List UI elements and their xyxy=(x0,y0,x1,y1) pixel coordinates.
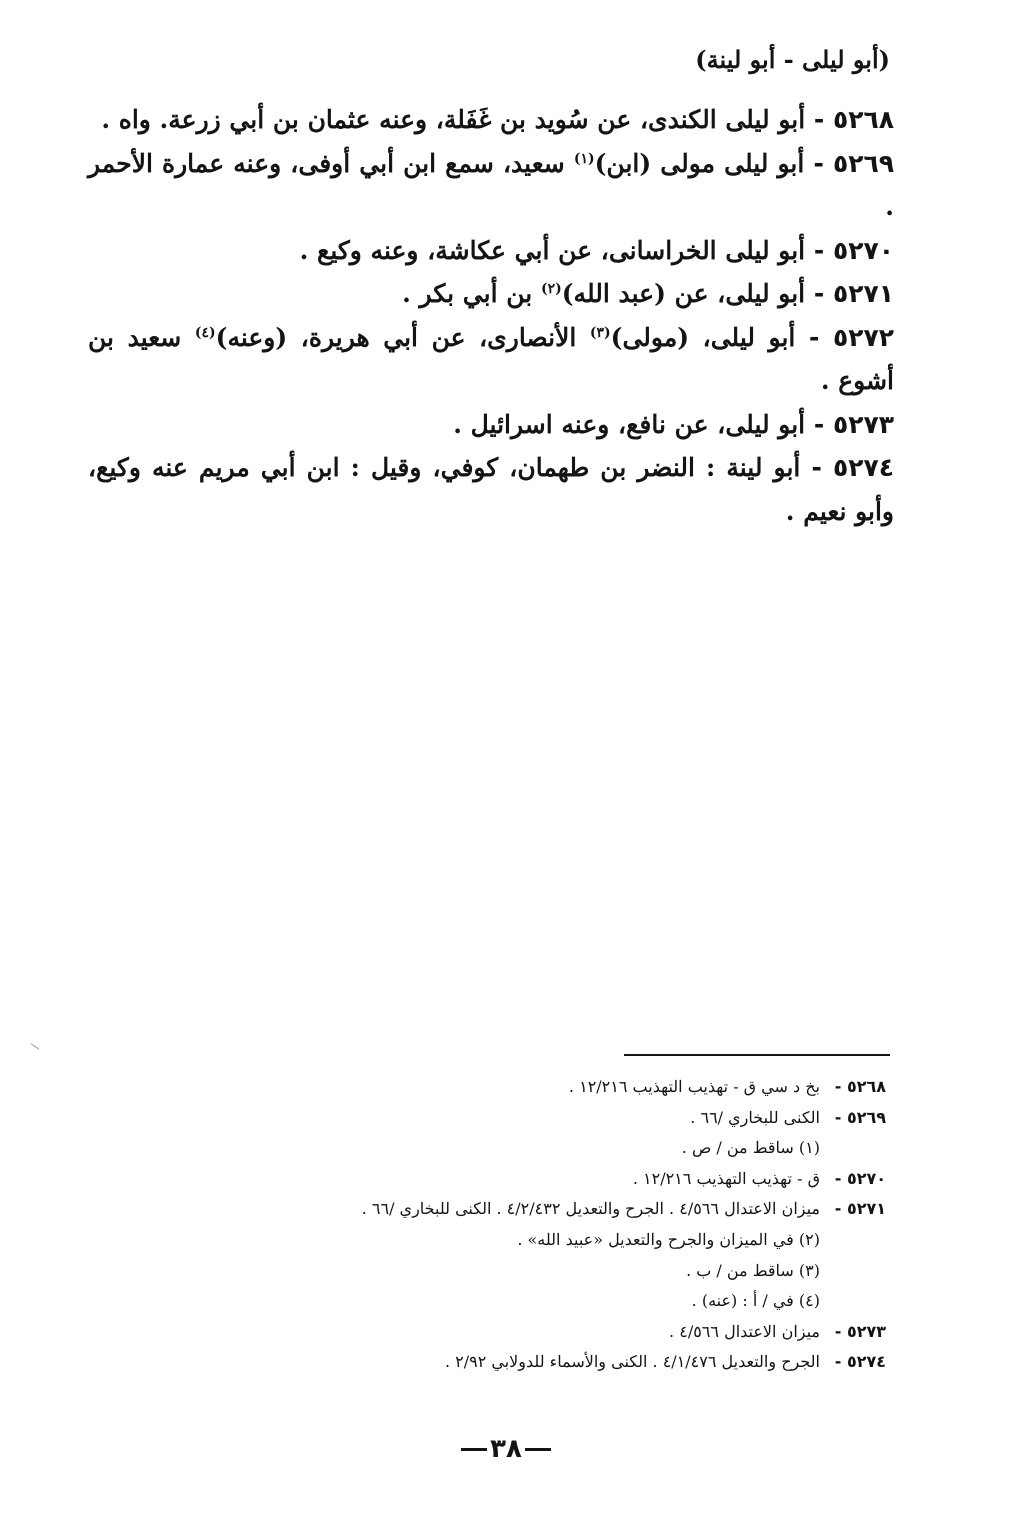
footnote-row xyxy=(186,1347,886,1378)
entry xyxy=(88,272,894,316)
entry-number: ٥٢٧٠ - xyxy=(813,235,894,265)
page-number xyxy=(0,1432,1012,1466)
footnote-marker: (٤) xyxy=(194,324,216,341)
footnote-divider xyxy=(624,1054,890,1056)
folio-dash-right xyxy=(525,1448,551,1451)
entry-text: أبو لينة : النضر بن طهمان، كوفي، وقيل : ابن أبي مريم عنه وكيع، وأبو نعيم . xyxy=(88,453,894,526)
entry-number: ٥٢٧٤ - xyxy=(811,453,894,482)
footnote-row xyxy=(186,1256,886,1287)
entry-text: أبو ليلى مولى (ابن) xyxy=(594,148,805,178)
footnote-text: الكنى للبخاري /٦٦ . xyxy=(690,1107,820,1127)
footnote-row xyxy=(186,1164,886,1195)
entry-text: أبو ليلى، عن نافع، وعنه اسرائيل . xyxy=(453,409,806,439)
footnote-text: ميزان الاعتدال ٤/٥٦٦ . الجرح والتعديل ٤/٢/٤٣٢ . الكنى للبخاري /٦٦ . xyxy=(361,1199,820,1219)
page-number-value: ٣٨ xyxy=(490,1434,522,1464)
footnote-entry-number xyxy=(820,1133,886,1164)
entry-text: سعيد بن أشوع . xyxy=(88,322,894,395)
footnote-row xyxy=(186,1317,886,1348)
running-head: (أبو ليلى - أبو لينة) xyxy=(695,45,890,74)
footnote-entry-number: ٥٢٧٠ - xyxy=(834,1168,886,1188)
entry-text: أبو ليلى، عن (عبد الله) xyxy=(561,279,806,308)
entry-text: أبو ليلى الكندى، عن سُويد بن غَفَلة، وعنه عثمان بن أبي زرعة. واه . xyxy=(101,105,806,134)
footnote-row xyxy=(186,1286,886,1317)
footnote-entry-number xyxy=(820,1256,886,1287)
footnote-text: (٣) ساقط من / ب . xyxy=(686,1260,820,1280)
folio-dash-left xyxy=(461,1448,487,1451)
footnote-row xyxy=(186,1103,886,1134)
footnote-marker: (٣) xyxy=(589,324,611,341)
entry-text: بن أبي بكر . xyxy=(402,279,541,308)
footnote-entry-number: ٥٢٧١ - xyxy=(834,1199,886,1219)
footnote-entry-number: ٥٢٧٤ - xyxy=(834,1352,886,1372)
footnote-entry-number xyxy=(820,1225,886,1256)
entry xyxy=(88,403,894,447)
entry xyxy=(88,142,894,229)
entry-text: الأنصارى، عن أبي هريرة، (وعنه) xyxy=(215,322,590,352)
footnote-text: (٢) في الميزان والجرح والتعديل «عبيد الله» . xyxy=(517,1229,820,1249)
entry xyxy=(88,98,894,142)
footnote-entry-number: ٥٢٧٣ - xyxy=(834,1321,886,1341)
entries-list xyxy=(88,98,894,533)
footnote-row xyxy=(186,1194,886,1225)
footnote-marker: (١) xyxy=(573,150,595,167)
footnote-entry-number: ٥٢٦٩ - xyxy=(834,1107,886,1127)
footnote-entry-number xyxy=(820,1286,886,1317)
footnote-text: (٤) في / أ : (عنه) . xyxy=(691,1291,820,1311)
footnote-entry-number: ٥٢٦٨ - xyxy=(834,1077,886,1096)
entry xyxy=(88,316,894,403)
entry-text: سعيد، سمع ابن أبي أوفى، وعنه عمارة الأحمر . xyxy=(88,148,894,221)
footnote-text: ق - تهذيب التهذيب ١٢/٢١٦ . xyxy=(632,1168,820,1188)
footnotes-list xyxy=(186,1072,886,1378)
entry-text: أبو ليلى الخراسانى، عن أبي عكاشة، وعنه وكيع . xyxy=(299,235,806,265)
footnote-row xyxy=(186,1072,886,1103)
footnote-text: (١) ساقط من / ص . xyxy=(681,1138,820,1158)
entry xyxy=(88,446,894,533)
entry-number: ٥٢٧٢ - xyxy=(808,322,894,352)
entry-number: ٥٢٧٣ - xyxy=(813,409,894,439)
footnote-row xyxy=(186,1133,886,1164)
entry-number: ٥٢٦٩ - xyxy=(813,148,894,178)
footnote-text: الجرح والتعديل ٤/١/٤٧٦ . الكنى والأسماء للدولابي ٢/٩٢ . xyxy=(444,1352,820,1372)
entry-number: ٥٢٦٨ - xyxy=(813,105,894,134)
entry-text: أبو ليلى، (مولى) xyxy=(610,322,796,352)
footnote-marker: (٢) xyxy=(540,281,562,297)
entry-number: ٥٢٧١ - xyxy=(813,279,894,308)
footnote-text: ميزان الاعتدال ٤/٥٦٦ . xyxy=(669,1321,820,1341)
footnote-text: بخ د سي ق - تهذيب التهذيب ١٢/٢١٦ . xyxy=(568,1077,820,1096)
footnote-row xyxy=(186,1225,886,1256)
entry xyxy=(88,229,894,273)
